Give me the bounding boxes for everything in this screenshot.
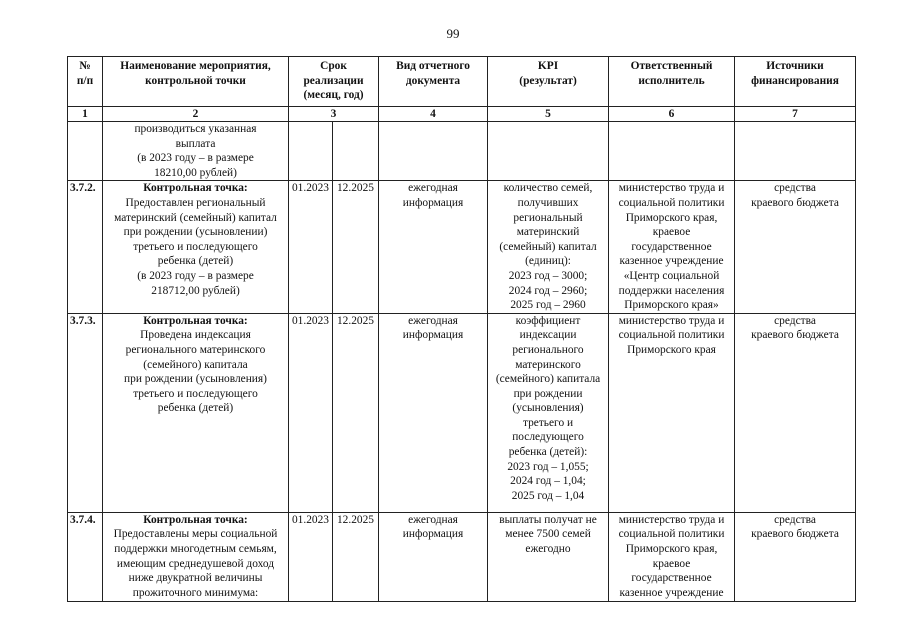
table-body: [68, 122, 856, 602]
responsible-line: государственное: [631, 240, 712, 253]
table-row: [68, 181, 856, 313]
event-name-line: третьего и последующего: [133, 240, 258, 253]
report-document-line: ежегодная: [408, 314, 458, 327]
event-name-line: (семейного) капитала: [143, 358, 248, 371]
row-number: 3.7.2.: [68, 181, 103, 313]
control-point-title: Контрольная точка:: [143, 513, 248, 526]
end-date: 12.2025: [333, 313, 379, 512]
header-line: (результат): [519, 74, 577, 87]
row-number: 3.7.3.: [68, 313, 103, 512]
responsible-line: краевое: [652, 557, 691, 570]
kpi-line: региональный: [513, 211, 583, 224]
header-line: Срок: [320, 60, 347, 72]
event-name: [103, 181, 289, 313]
responsible-line: социальной политики: [618, 196, 725, 209]
header-line: KPI: [537, 60, 559, 72]
header-num: [68, 57, 103, 107]
responsible-line: «Центр социальной: [623, 269, 720, 282]
responsible-executor: [609, 122, 735, 181]
event-name-line: Проведена индексация: [140, 329, 251, 342]
kpi-line: выплаты получат не: [499, 513, 597, 526]
responsible-executor: [609, 313, 735, 512]
start-date: 01.2023: [289, 313, 333, 512]
column-number: 5: [488, 107, 609, 122]
kpi-line: ребенка (детей):: [508, 446, 588, 459]
event-name-line: 18210,00 рублей): [154, 166, 237, 179]
kpi-result: [488, 181, 609, 313]
kpi-line: третьего и: [522, 416, 574, 429]
event-name-line: выплата: [175, 137, 216, 150]
kpi-line: ежегодно: [525, 542, 571, 555]
kpi-line: 2025 год – 2960: [510, 299, 586, 312]
column-number: 2: [103, 107, 289, 122]
event-name-line: при рождении (усыновлении): [123, 226, 268, 239]
funding-source: [735, 512, 856, 601]
header-term: [289, 57, 379, 107]
funding-line: средства: [774, 314, 816, 327]
kpi-line: материнского: [515, 358, 581, 371]
kpi-line: (усыновления): [512, 402, 584, 415]
responsible-line: казенное учреждение: [619, 586, 724, 599]
event-name-line: материнский (семейный) капитал: [114, 211, 277, 224]
event-name-line: производиться указанная: [134, 123, 257, 135]
event-name-line: регионального материнского: [125, 343, 266, 356]
responsible-line: Приморского края»: [624, 299, 719, 312]
kpi-line: менее 7500 семей: [505, 528, 591, 541]
kpi-line: количество семей,: [503, 182, 593, 195]
start-date: [289, 122, 333, 181]
responsible-executor: [609, 181, 735, 313]
kpi-line: при рождении: [513, 387, 583, 400]
header-line: реализации: [303, 74, 364, 87]
event-name-line: прожиточного минимума:: [132, 586, 259, 599]
header-line: документа: [405, 74, 461, 87]
event-name-line: ребенка (детей): [157, 255, 234, 268]
event-name-line: ниже двукратной величины: [128, 572, 263, 585]
header-line: (месяц, год): [303, 89, 364, 102]
kpi-result: [488, 512, 609, 601]
kpi-line: 2025 год – 1,04: [511, 489, 585, 502]
report-document: [379, 512, 488, 601]
funding-source: [735, 122, 856, 181]
control-point-title: Контрольная точка:: [143, 182, 248, 195]
report-document-line: информация: [402, 329, 464, 342]
events-table: [67, 56, 856, 602]
row-number: 3.7.4.: [68, 512, 103, 601]
kpi-line: (единиц):: [525, 255, 571, 268]
responsible-line: казенное учреждение: [619, 255, 724, 268]
responsible-line: министерство труда и: [618, 182, 725, 195]
column-number: 3: [289, 107, 379, 122]
responsible-line: Приморского края,: [625, 542, 718, 555]
header-line: финансирования: [751, 74, 839, 87]
responsible-line: социальной политики: [618, 329, 725, 342]
page-number: 99: [446, 26, 460, 41]
kpi-result: [488, 313, 609, 512]
responsible-line: социальной политики: [618, 528, 725, 541]
end-date: 12.2025: [333, 181, 379, 313]
column-number: 7: [735, 107, 856, 122]
event-name: [103, 122, 289, 181]
header-name: [103, 57, 289, 107]
table-row: [68, 122, 856, 181]
funding-line: средства: [774, 182, 816, 195]
event-name-line: ребенка (детей): [157, 402, 234, 415]
funding-source: [735, 313, 856, 512]
responsible-line: министерство труда и: [618, 513, 725, 526]
start-date: 01.2023: [289, 512, 333, 601]
responsible-executor: [609, 512, 735, 601]
event-name: [103, 313, 289, 512]
kpi-line: индексации: [519, 329, 577, 342]
header-line: исполнитель: [638, 74, 705, 87]
column-number: 1: [68, 107, 103, 122]
header-doc: [379, 57, 488, 107]
responsible-line: Приморского края,: [625, 211, 718, 224]
kpi-line: 2024 год – 1,04;: [510, 475, 586, 488]
event-name-line: Предоставлены меры социальной: [113, 528, 278, 541]
funding-line: краевого бюджета: [751, 528, 839, 541]
header-line: п/п: [76, 74, 94, 87]
kpi-line: получивших: [517, 196, 579, 209]
report-document-line: ежегодная: [408, 182, 458, 195]
report-document-line: ежегодная: [408, 513, 458, 526]
funding-line: краевого бюджета: [751, 329, 839, 342]
kpi-line: (семейный) капитал: [499, 240, 597, 253]
report-document-line: информация: [402, 528, 464, 541]
event-name-line: Предоставлен региональный: [125, 196, 266, 209]
responsible-line: краевое: [652, 226, 691, 239]
event-name-line: поддержки многодетным семьям,: [114, 542, 277, 555]
header-line: Ответственный: [630, 60, 713, 72]
header-line: контрольной точки: [145, 74, 246, 87]
event-name-line: третьего и последующего: [133, 387, 258, 400]
start-date: 01.2023: [289, 181, 333, 313]
table-row: [68, 313, 856, 512]
column-number: 6: [609, 107, 735, 122]
kpi-line: регионального: [512, 343, 584, 356]
row-number: [68, 122, 103, 181]
kpi-line: материнский: [516, 226, 580, 239]
funding-source: [735, 181, 856, 313]
report-document: [379, 122, 488, 181]
kpi-line: последующего: [512, 431, 584, 444]
event-name: [103, 512, 289, 601]
table-row: [68, 512, 856, 601]
kpi-result: [488, 122, 609, 181]
header-row: [68, 57, 856, 107]
responsible-line: государственное: [631, 572, 712, 585]
event-name-line: (в 2023 году – в размере: [137, 152, 254, 165]
header-line: Наименование мероприятия,: [120, 60, 271, 72]
end-date: 12.2025: [333, 512, 379, 601]
kpi-line: коэффициент: [515, 314, 581, 327]
event-name-line: имеющим среднедушевой доход: [116, 557, 275, 570]
header-line: №: [79, 60, 91, 72]
event-name-line: 218712,00 рублей): [151, 284, 240, 297]
responsible-line: поддержки населения: [618, 284, 725, 297]
column-numbers-row: [68, 107, 856, 122]
report-document-line: информация: [402, 196, 464, 209]
header-line: Источники: [766, 60, 824, 72]
header-fin: [735, 57, 856, 107]
column-number: 4: [379, 107, 488, 122]
report-document: [379, 313, 488, 512]
header-kpi: [488, 57, 609, 107]
responsible-line: министерство труда и: [618, 314, 725, 327]
event-name-line: при рождении (усыновления): [124, 373, 267, 386]
event-name-line: (в 2023 году – в размере: [137, 269, 254, 282]
responsible-line: Приморского края: [627, 343, 716, 356]
header-resp: [609, 57, 735, 107]
kpi-line: 2024 год – 2960;: [508, 284, 588, 297]
kpi-line: 2023 год – 3000;: [508, 269, 588, 282]
funding-line: средства: [774, 513, 816, 526]
funding-line: краевого бюджета: [751, 196, 839, 209]
control-point-title: Контрольная точка:: [143, 314, 248, 327]
report-document: [379, 181, 488, 313]
kpi-line: 2023 год – 1,055;: [507, 460, 589, 473]
kpi-line: (семейного) капитала: [495, 373, 601, 386]
end-date: [333, 122, 379, 181]
header-line: Вид отчетного: [396, 60, 470, 72]
